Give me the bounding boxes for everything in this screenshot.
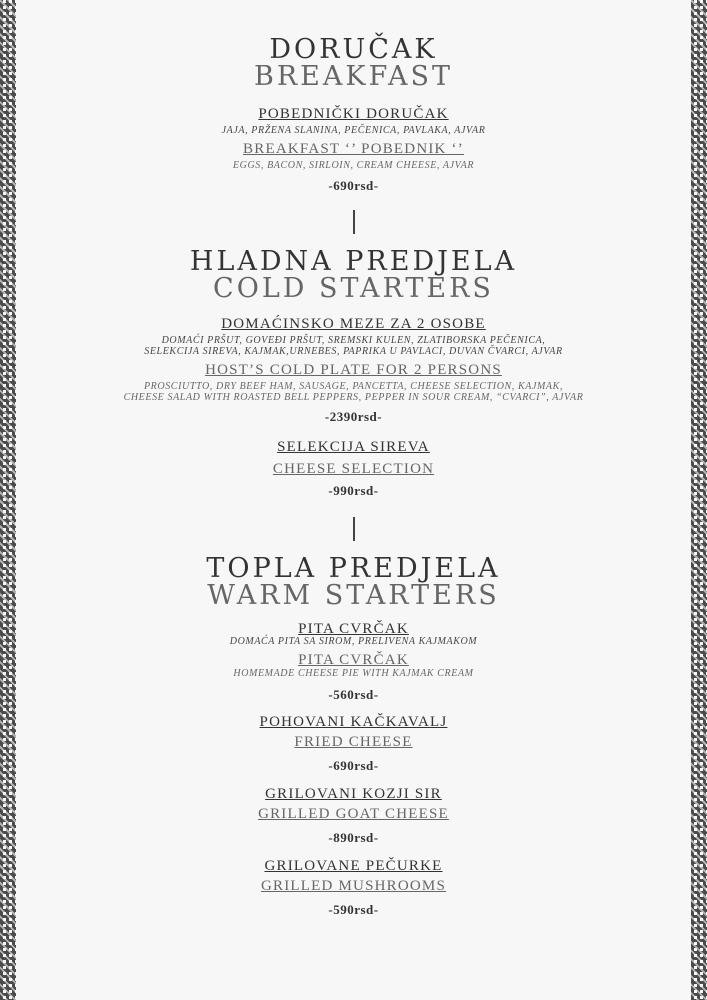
section-title-en: BREAKFAST bbox=[254, 61, 453, 92]
item-desc-en: EGGS, BACON, SIRLOIN, CREAM CHEESE, AJVAR bbox=[232, 160, 475, 171]
item-name-en: FRIED CHEESE bbox=[294, 734, 413, 750]
section-divider bbox=[353, 517, 355, 541]
item-name-sr: POBEDNIČKI DORUČAK bbox=[258, 106, 449, 122]
item-name-en: GRILLED GOAT CHEESE bbox=[258, 806, 449, 822]
item-name-sr: PITA CVRČAK bbox=[298, 621, 409, 637]
item-desc-en: PROSCIUTTO, DRY BEEF HAM, SAUSAGE, PANCETTA, CHEESE SELECTION, KAJMAK, bbox=[143, 381, 564, 392]
section-title-sr: DORUČAK bbox=[269, 34, 438, 65]
item-desc-sr: JAJA, PRŽENA SLANINA, PEČENICA, PAVLAKA, AJVAR bbox=[221, 125, 486, 136]
item-name-sr: GRILOVANE PEČURKE bbox=[264, 858, 443, 874]
item-price: -560rsd- bbox=[328, 687, 379, 702]
item-desc-sr: DOMAĆA PITA SA SIROM, PRELIVENA KAJMAKOM bbox=[229, 636, 478, 647]
section-warm-starters bbox=[20, 541, 687, 920]
right-pattern-border bbox=[691, 0, 707, 1000]
item-price: -2390rsd- bbox=[324, 409, 383, 424]
item-name-en: HOST’S COLD PLATE FOR 2 PERSONS bbox=[205, 362, 502, 378]
item-name-en: GRILLED MUSHROOMS bbox=[261, 878, 446, 894]
section-title-sr: TOPLA PREDJELA bbox=[206, 553, 501, 584]
section-breakfast bbox=[20, 0, 687, 196]
item-desc-sr: DOMAĆI PRŠUT, GOVEĐI PRŠUT, SREMSKI KULEN, ZLATIBORSKA PEČENICA, bbox=[161, 335, 546, 346]
item-name-en: BREAKFAST ‘’ POBEDNIK ‘’ bbox=[243, 141, 464, 157]
item-desc-en: HOMEMADE CHEESE PIE WITH KAJMAK CREAM bbox=[233, 668, 474, 679]
item-price: -690rsd- bbox=[328, 758, 379, 773]
item-name-en: CHEESE SELECTION bbox=[272, 461, 435, 477]
section-title-sr: HLADNA PREDJELA bbox=[189, 246, 518, 277]
item-price: -990rsd- bbox=[328, 483, 379, 498]
item-name-en: PITA CVRČAK bbox=[298, 652, 409, 668]
section-cold-starters bbox=[20, 234, 687, 501]
item-name-sr: SELEKCIJA SIREVA bbox=[277, 439, 430, 455]
item-price: -590rsd- bbox=[328, 902, 379, 917]
item-name-sr: DOMAĆINSKO MEZE ZA 2 OSOBE bbox=[221, 316, 486, 332]
section-title-en: WARM STARTERS bbox=[207, 580, 500, 611]
section-title-en: COLD STARTERS bbox=[213, 273, 494, 304]
section-divider bbox=[353, 210, 355, 234]
left-pattern-border bbox=[0, 0, 16, 1000]
item-desc-sr: SELEKCIJA SIREVA, KAJMAK,URNEBES, PAPRIKA U PAVLACI, DUVAN ČVARCI, AJVAR bbox=[144, 346, 563, 357]
item-desc-en: CHEESE SALAD WITH ROASTED BELL PEPPERS, PEPPER IN SOUR CREAM, “CVARCI”, AJVAR bbox=[123, 392, 584, 403]
item-name-sr: GRILOVANI KOZJI SIR bbox=[265, 786, 442, 802]
menu-content bbox=[20, 0, 687, 920]
item-price: -690rsd- bbox=[328, 178, 379, 193]
item-price: -890rsd- bbox=[328, 830, 379, 845]
item-name-sr: POHOVANI KAČKAVALJ bbox=[259, 714, 448, 730]
